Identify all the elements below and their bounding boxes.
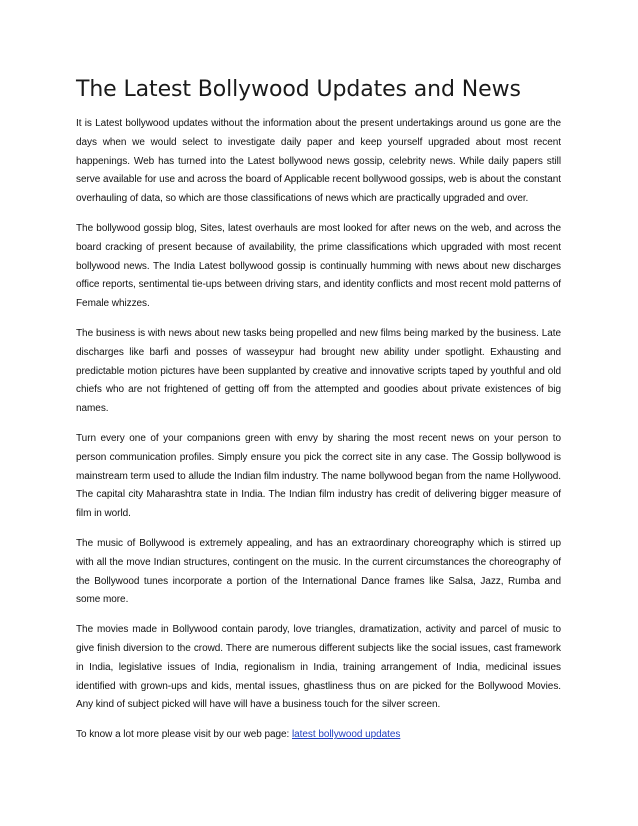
- closing-text: To know a lot more please visit by our web page:: [76, 729, 292, 741]
- paragraph-3: The business is with news about new tasks being propelled and new films being marked by the business. Late discharges like barfi and posses of wasseypur had brought new ability under spotlight. Exhausting and predictable motion pictures have been supplanted by creative and innovative scripts taped by youthful and old chiefs who are not frightened of getting off from the attempted and goodies about private existences of big names.: [76, 327, 561, 415]
- document-page: [76, 75, 561, 756]
- document-title: The Latest Bollywood Updates and News: [76, 77, 521, 102]
- paragraph-1: It is Latest bollywood updates without the information about the present undertakings around us gone are the days when we would select to investigate daily paper and keep yourself upgraded about most recent happenings. Web has turned into the Latest bollywood news gossip, celebrity news. While daily papers still serve available for use and across the board of Applicable recent bollywood gossips, web is about the constant overhauling of data, so which are those classifications of news which are practically upgraded and over.: [76, 118, 561, 205]
- latest-bollywood-updates-link[interactable]: latest bollywood updates: [292, 729, 401, 741]
- paragraph-5: The music of Bollywood is extremely appealing, and has an extraordinary choreography which is stirred up with all the move Indian structures, contingent on the music. In the current circumstances the choreography of the Bollywood tunes incorporate a portion of the International Dance frames like Salsa, Jazz, Rumba and some more.: [76, 537, 561, 606]
- paragraph-2: The bollywood gossip blog, Sites, latest overhauls are most looked for after news on the web, and across the board cracking of present because of availability, the prime classifications which upgraded with most recent bollywood news. The India Latest bollywood gossip is continually humming with news about new discharges office reports, sentimental tie-ups between driving stars, and identity conflicts and most recent mold patterns of Female whizzes.: [76, 222, 561, 310]
- closing-paragraph: [76, 726, 561, 745]
- paragraph-4: Turn every one of your companions green with envy by sharing the most recent news on your person to person communication profiles. Simply ensure you pick the correct site in any case. The Gossip bollywood is mainstream term used to allude the Indian film industry. The name bollywood began from the name Hollywood. The capital city Maharashtra state in India. The Indian film industry has credit of delivering bigger measure of film in world.: [76, 432, 561, 520]
- paragraph-6: The movies made in Bollywood contain parody, love triangles, dramatization, activity and parcel of music to give finish diversion to the crowd. There are numerous different subjects like the social issues, cast framework in India, legislative issues of India, regionalism in India, training arrangement of India, medicinal issues identified with grown-ups and kids, mental issues, ghastliness thus on are picked for the Bollywood Movies. Any kind of subject picked will have will have a business touch for the silver screen.: [76, 624, 561, 711]
